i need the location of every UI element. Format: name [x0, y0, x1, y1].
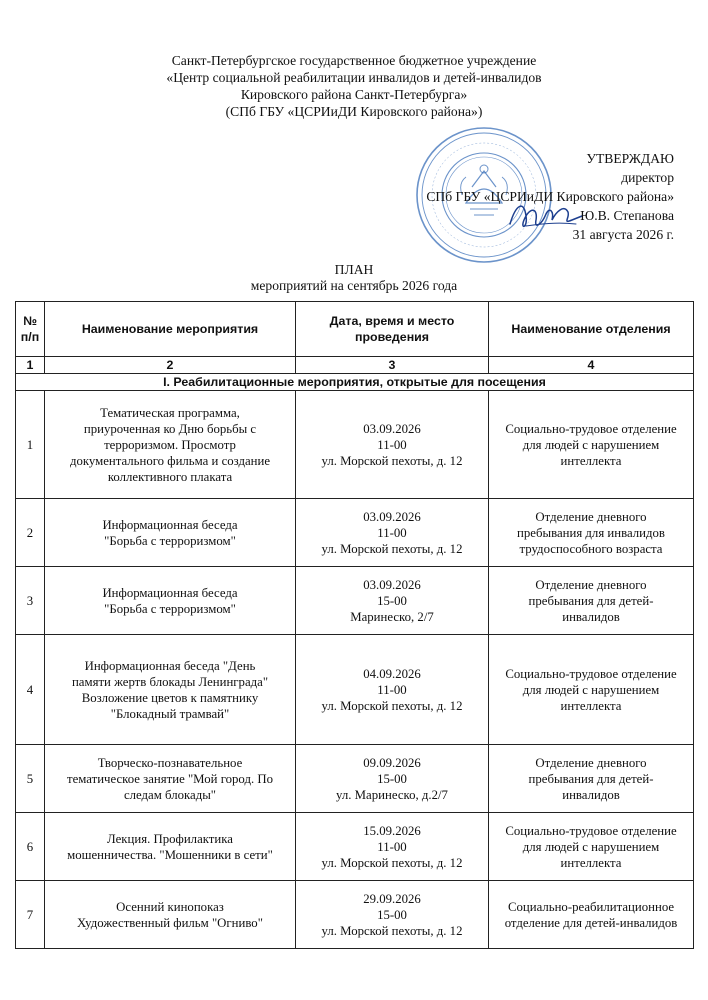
column-number: 1 — [16, 357, 45, 374]
date-place-line: ул. Маринеско, д.2/7 — [336, 787, 448, 802]
row-number: 1 — [16, 391, 45, 499]
department-line: инвалидов — [562, 787, 620, 802]
column-numbers-row — [16, 357, 694, 374]
event-name-line: "Блокадный трамвай" — [110, 706, 230, 721]
department-cell — [489, 881, 694, 949]
event-name-line: терроризмом. Просмотр — [104, 437, 236, 452]
department-line: для людей с нарушением — [522, 437, 660, 452]
event-name-line: документального фильма и создание — [69, 453, 271, 468]
table-row — [16, 391, 694, 499]
row-number: 2 — [16, 499, 45, 567]
department-line: Социально-трудовое отделение — [505, 666, 677, 681]
department-line: интеллекта — [560, 855, 622, 870]
date-place-line: 03.09.2026 — [363, 577, 421, 592]
date-place-line: 15-00 — [377, 593, 407, 608]
date-place-line: 15-00 — [377, 771, 407, 786]
event-name-line: Информационная беседа "День — [84, 658, 256, 673]
row-number: 6 — [16, 813, 45, 881]
table-row — [16, 881, 694, 949]
date-place-line: ул. Морской пехоты, д. 12 — [321, 453, 463, 468]
table-body — [16, 391, 694, 949]
department-line: интеллекта — [560, 453, 622, 468]
date-place-line: 15.09.2026 — [363, 823, 421, 838]
approval-organization: СПб ГБУ «ЦСРИиДИ Кировского района» — [426, 189, 674, 204]
event-name-line: Информационная беседа — [102, 517, 238, 532]
date-place-line: 04.09.2026 — [363, 666, 421, 681]
table-header-row — [16, 302, 694, 357]
approval-date: 31 августа 2026 г. — [572, 227, 674, 242]
plan-title: ПЛАН — [334, 262, 374, 277]
department-cell — [489, 745, 694, 813]
event-name-cell — [45, 745, 296, 813]
department-line: Отделение дневного — [535, 577, 647, 592]
approval-heading: УТВЕРЖДАЮ — [586, 151, 674, 166]
organization-line: (СПб ГБУ «ЦСРИиДИ Кировского района») — [225, 104, 483, 119]
header-event-name: Наименование мероприятия — [45, 302, 296, 357]
date-place-line: 29.09.2026 — [363, 891, 421, 906]
column-number: 4 — [489, 357, 694, 374]
approval-position: директор — [621, 170, 674, 185]
date-place-line: ул. Морской пехоты, д. 12 — [321, 698, 463, 713]
date-place-cell — [296, 567, 489, 635]
header-date-place: Дата, время и место проведения — [296, 302, 489, 357]
column-number: 3 — [296, 357, 489, 374]
date-place-line: Маринеско, 2/7 — [350, 609, 434, 624]
approval-block — [374, 149, 674, 244]
event-name-cell — [45, 567, 296, 635]
table-row — [16, 499, 694, 567]
event-name-line: Творческо-познавательное — [97, 755, 243, 770]
date-place-cell — [296, 635, 489, 745]
department-line: Социально-трудовое отделение — [505, 823, 677, 838]
event-name-line: коллективного плаката — [107, 469, 233, 484]
event-name-line: Тематическая программа, — [100, 405, 240, 420]
event-name-cell — [45, 881, 296, 949]
row-number: 4 — [16, 635, 45, 745]
department-line: пребывания для инвалидов — [517, 525, 665, 540]
department-line: для людей с нарушением — [522, 839, 660, 854]
department-line: Отделение дневного — [535, 509, 647, 524]
row-number: 3 — [16, 567, 45, 635]
date-place-cell — [296, 391, 489, 499]
department-cell — [489, 635, 694, 745]
event-name-line: "Борьба с терроризмом" — [104, 601, 236, 616]
event-name-cell — [45, 391, 296, 499]
date-place-line: 11-00 — [377, 437, 407, 452]
date-place-line: 03.09.2026 — [363, 509, 421, 524]
table-row — [16, 635, 694, 745]
plan-subtitle: мероприятий на сентябрь 2026 года — [250, 278, 458, 293]
date-place-cell — [296, 813, 489, 881]
department-line: интеллекта — [560, 698, 622, 713]
event-name-line: Возложение цветов к памятнику — [81, 690, 259, 705]
date-place-line: 11-00 — [377, 839, 407, 854]
table-row — [16, 745, 694, 813]
event-name-line: мошенничества. "Мошенники в сети" — [67, 847, 273, 862]
date-place-line: 09.09.2026 — [363, 755, 421, 770]
event-name-line: "Борьба с терроризмом" — [104, 533, 236, 548]
date-place-cell — [296, 499, 489, 567]
event-name-line: тематическое занятие "Мой город. По — [66, 771, 273, 786]
date-place-line: ул. Морской пехоты, д. 12 — [321, 923, 463, 938]
department-line: инвалидов — [562, 609, 620, 624]
table-row — [16, 567, 694, 635]
date-place-line: 15-00 — [377, 907, 407, 922]
date-place-cell — [296, 881, 489, 949]
department-cell — [489, 391, 694, 499]
department-line: пребывания для детей- — [528, 771, 654, 786]
department-cell — [489, 567, 694, 635]
date-place-line: 11-00 — [377, 525, 407, 540]
event-name-cell — [45, 499, 296, 567]
section-title: I. Реабилитационные мероприятия, открытые для посещения — [16, 374, 694, 391]
department-cell — [489, 499, 694, 567]
column-number: 2 — [45, 357, 296, 374]
department-line: трудоспособного возраста — [519, 541, 663, 556]
organization-line: Санкт-Петербургское государственное бюджетное учреждение — [171, 53, 537, 68]
row-number: 7 — [16, 881, 45, 949]
event-name-line: памяти жертв блокады Ленинграда" — [71, 674, 269, 689]
department-cell — [489, 813, 694, 881]
approval-signer: Ю.В. Степанова — [580, 208, 674, 223]
event-name-cell — [45, 635, 296, 745]
date-place-cell — [296, 745, 489, 813]
organization-header — [110, 52, 598, 120]
organization-line: «Центр социальной реабилитации инвалидов и детей-инвалидов — [166, 70, 542, 85]
department-line: Социально-трудовое отделение — [505, 421, 677, 436]
event-name-line: следам блокады" — [123, 787, 217, 802]
date-place-line: 03.09.2026 — [363, 421, 421, 436]
event-name-line: Художественный фильм "Огниво" — [77, 915, 263, 930]
date-place-line: 11-00 — [377, 682, 407, 697]
event-name-line: Информационная беседа — [102, 585, 238, 600]
department-line: отделение для детей-инвалидов — [504, 915, 678, 930]
event-name-line: Осенний кинопоказ — [116, 899, 224, 914]
header-department: Наименование отделения — [489, 302, 694, 357]
event-name-cell — [45, 813, 296, 881]
row-number: 5 — [16, 745, 45, 813]
department-line: Социально-реабилитационное — [507, 899, 675, 914]
date-place-line: ул. Морской пехоты, д. 12 — [321, 855, 463, 870]
plan-title-block — [0, 262, 708, 294]
section-row — [16, 374, 694, 391]
header-number: № п/п — [16, 302, 45, 357]
event-name-line: Лекция. Профилактика — [107, 831, 233, 846]
department-line: пребывания для детей- — [528, 593, 654, 608]
table-row — [16, 813, 694, 881]
event-name-line: приуроченная ко Дню борьбы с — [83, 421, 257, 436]
department-line: Отделение дневного — [535, 755, 647, 770]
organization-line: Кировского района Санкт-Петербурга» — [240, 87, 468, 102]
department-line: для людей с нарушением — [522, 682, 660, 697]
events-table — [15, 301, 694, 949]
date-place-line: ул. Морской пехоты, д. 12 — [321, 541, 463, 556]
